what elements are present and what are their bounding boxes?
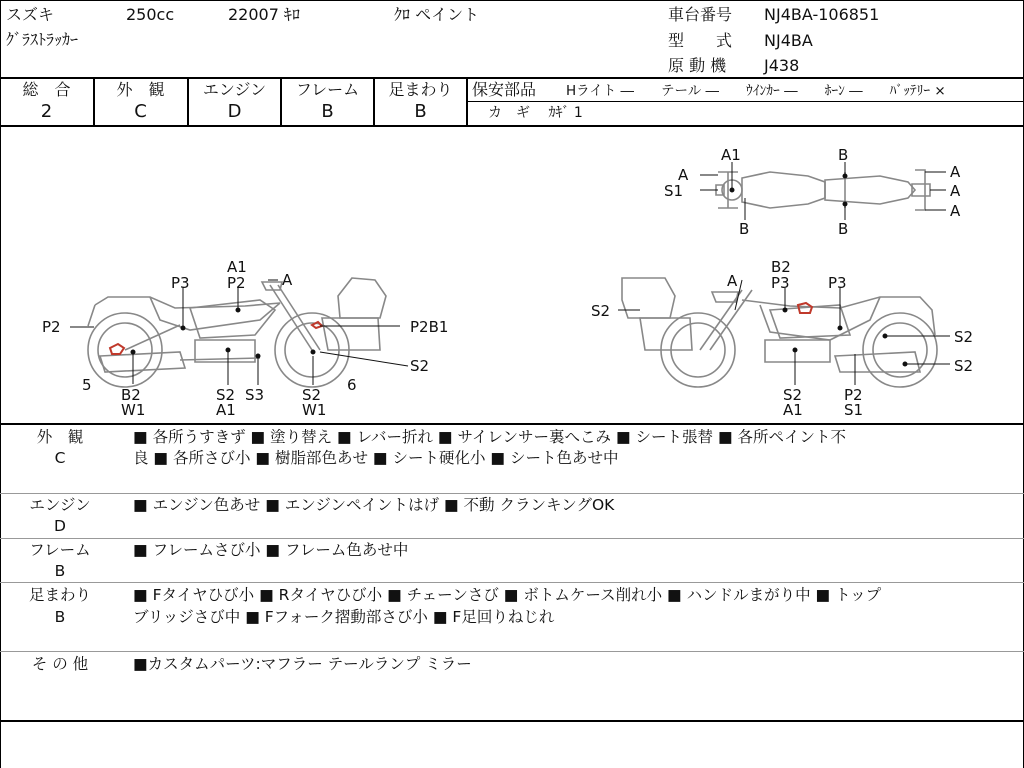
label-left-b2: B2 <box>121 386 141 404</box>
grade-value-suspension: B <box>414 101 427 122</box>
label-top-a-left: A <box>678 166 689 184</box>
notes-line-engine-1: ■ エンジン色あせ ■ エンジンペイントはげ ■ 不動 クランキングOK <box>133 496 615 514</box>
notes-grade-exterior: C <box>54 449 66 467</box>
label-top-b2: B <box>739 220 750 238</box>
label-right-s1: S1 <box>844 401 864 419</box>
grade-label-engine: エンジン <box>202 80 267 99</box>
diagram-divider <box>0 423 1024 425</box>
notes-sep-4 <box>0 651 1024 652</box>
type-value: NJ4BA <box>764 31 813 50</box>
mileage: 22007 ｷﾛ <box>228 5 300 24</box>
leader-lines <box>70 162 950 385</box>
label-left-p3: P3 <box>171 274 190 292</box>
left-view-labels <box>42 258 448 419</box>
header-divider <box>0 77 1024 79</box>
label-right-s2-r1: S2 <box>954 328 974 346</box>
label-right-p3: P3 <box>771 274 790 292</box>
notes-category-engine: エンジン <box>29 496 91 514</box>
bottom-divider <box>0 720 1024 722</box>
label-left-a1: A1 <box>227 258 247 276</box>
label-left-a: A <box>282 271 293 289</box>
displacement: 250cc <box>126 5 175 24</box>
label-right-b2: B2 <box>771 258 791 276</box>
color: ｸﾛ ペイント <box>394 5 480 24</box>
label-top-a-r1: A <box>950 163 961 181</box>
label-right-s2-bottom: S2 <box>783 386 803 404</box>
label-top-a-r3: A <box>950 202 961 220</box>
safety-items: Hライト ― テール ― ｳｲﾝｶｰ ― ﾎｰﾝ ― ﾊﾞｯﾃﾘｰ × <box>566 83 946 99</box>
model-name: ｸﾞﾗｽﾄﾗｯｶｰ <box>6 30 79 49</box>
label-left-p2b1: P2B1 <box>410 318 449 336</box>
label-left-s2-front: S2 <box>302 386 322 404</box>
grade-label-exterior: 外 観 <box>116 80 165 99</box>
notes-category-suspension: 足まわり <box>28 586 91 604</box>
label-top-b1: B <box>838 146 849 164</box>
grade-value-frame: B <box>321 101 334 122</box>
notes-category-frame: フレーム <box>29 541 91 559</box>
frame-no-label: 車台番号 <box>668 5 733 24</box>
label-left-w1: W1 <box>121 401 146 419</box>
grade-value-overall: 2 <box>40 101 53 122</box>
label-left-p2-top: P2 <box>227 274 246 292</box>
notes-line-suspension-2: ブリッジさび中 ■ Fフォーク摺動部さび小 ■ F足回りねじれ <box>133 608 555 626</box>
label-left-5: 5 <box>82 376 92 394</box>
notes-sep-2 <box>0 538 1024 539</box>
label-right-p2: P2 <box>844 386 863 404</box>
notes-line-frame-1: ■ フレームさび小 ■ フレーム色あせ中 <box>133 541 409 559</box>
label-top-b3: B <box>838 220 849 238</box>
label-right-s2-r2: S2 <box>954 357 974 375</box>
damage-mark-rear-wheel <box>110 344 124 354</box>
motorcycle-drawings <box>88 170 937 387</box>
label-right-p3-rear: P3 <box>828 274 847 292</box>
notes-category-exterior: 外 観 <box>36 428 84 446</box>
notes-line-other-1: ■カスタムパーツ:マフラー テールランプ ミラー <box>133 655 472 673</box>
engine-value: J438 <box>764 56 800 75</box>
label-top-a-r2: A <box>950 182 961 200</box>
notes-line-exterior-1: ■ 各所うすきず ■ 塗り替え ■ レバー折れ ■ サイレンサー裏へこみ ■ シート張替 ■ 各所ペイント不 <box>133 428 847 446</box>
label-top-a1: A1 <box>721 146 741 164</box>
right-view <box>622 278 937 387</box>
grade-label-suspension: 足まわり <box>388 80 453 99</box>
label-right-a: A <box>727 272 738 290</box>
engine-label: 原 動 機 <box>668 56 727 75</box>
label-right-s2-left: S2 <box>591 302 611 320</box>
motorcycle-diagram <box>0 126 1024 423</box>
label-left-a1-bottom: A1 <box>216 401 236 419</box>
maker: スズキ <box>6 5 55 24</box>
notes-grade-suspension: B <box>54 608 66 626</box>
notes-line-exterior-2: 良 ■ 各所さび小 ■ 樹脂部色あせ ■ シート硬化小 ■ シート色あせ中 <box>133 449 619 467</box>
grade-label-overall: 総 合 <box>22 80 71 99</box>
safety-row-sep <box>466 101 1024 102</box>
label-left-w1-front: W1 <box>302 401 327 419</box>
grade-value-exterior: C <box>134 101 147 122</box>
label-left-s2: S2 <box>216 386 236 404</box>
notes-grade-engine: D <box>54 517 66 535</box>
grade-value-engine: D <box>227 101 242 122</box>
safety-key: カ ギ ｶｷﾞ 1 <box>488 105 583 121</box>
grade-label-frame: フレーム <box>295 80 360 99</box>
notes-sep-1 <box>0 493 1024 494</box>
label-left-6: 6 <box>347 376 357 394</box>
notes-sep-3 <box>0 582 1024 583</box>
type-label: 型 式 <box>668 31 733 50</box>
top-border <box>0 0 1024 1</box>
label-top-s1: S1 <box>664 182 684 200</box>
label-left-s3: S3 <box>245 386 265 404</box>
label-left-s2-right: S2 <box>410 357 430 375</box>
notes-category-other: そ の 他 <box>31 655 89 673</box>
safety-title: 保安部品 <box>472 80 537 99</box>
notes-grade-frame: B <box>54 562 66 580</box>
top-view <box>716 170 930 210</box>
label-right-a1: A1 <box>783 401 803 419</box>
frame-no: NJ4BA-106851 <box>764 5 880 24</box>
notes-line-suspension-1: ■ Fタイヤひび小 ■ Rタイヤひび小 ■ チェーンさび ■ ボトムケース削れ小 ■ ハンドルまがり中 ■ トップ <box>133 586 882 604</box>
damage-marks <box>110 303 812 354</box>
top-view-labels <box>664 146 961 238</box>
label-left-p2: P2 <box>42 318 61 336</box>
